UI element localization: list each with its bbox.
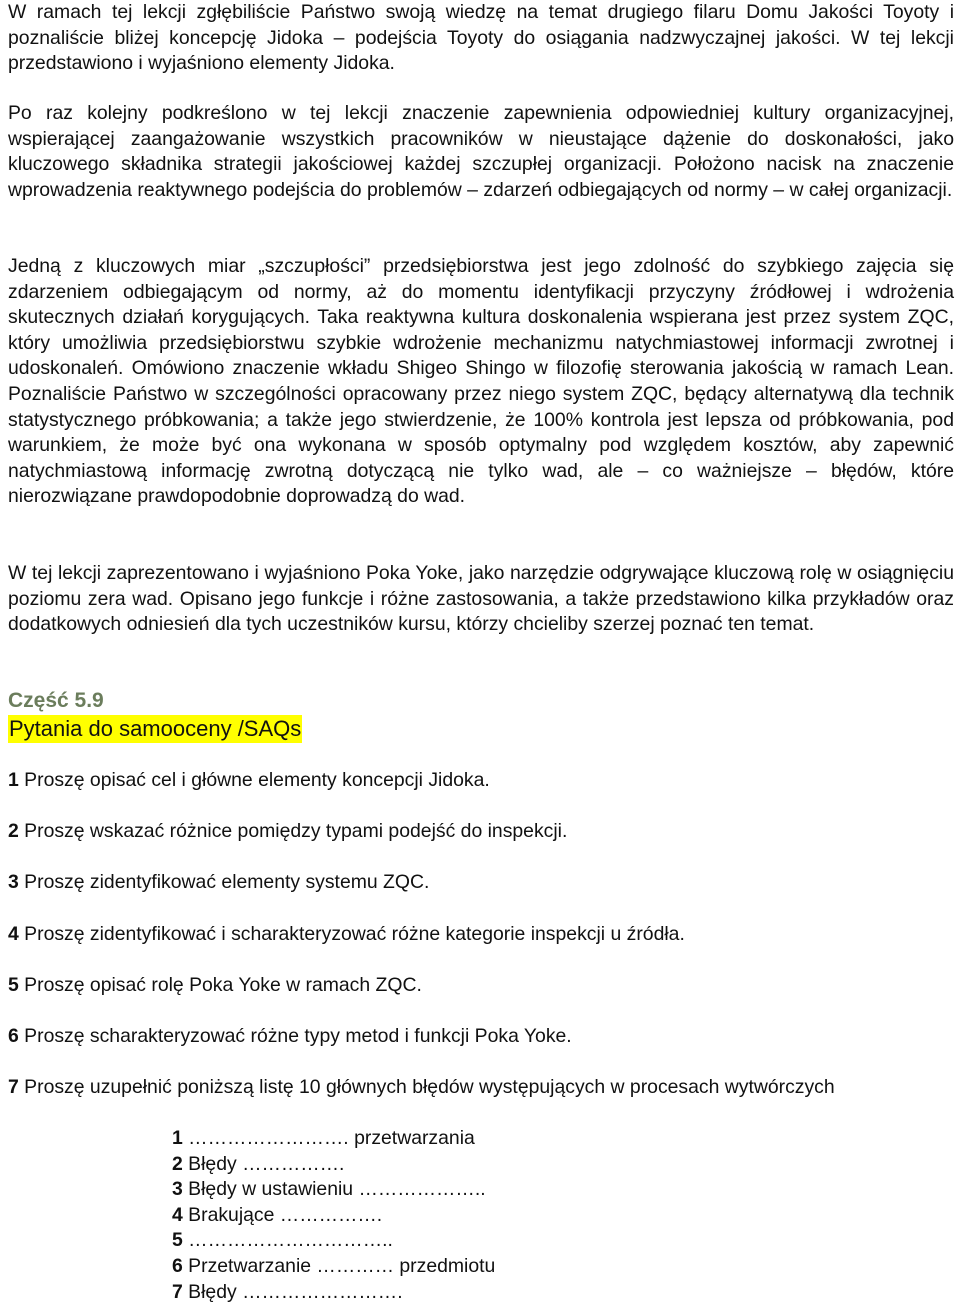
list-item (172, 1126, 495, 1152)
question-number: 5 (8, 974, 19, 996)
list-item (172, 1203, 495, 1229)
question-number: 4 (8, 923, 19, 945)
error-list (172, 1126, 495, 1305)
question-7 (8, 1075, 835, 1101)
list-item-number: 1 (172, 1127, 183, 1149)
question-text: Proszę zidentyfikować i scharakteryzować różne kategorie inspekcji u źródła. (18, 923, 685, 945)
list-item-text: Brakujące ……………. (182, 1203, 383, 1226)
list-item-number: 3 (172, 1178, 183, 1201)
question-1 (8, 768, 490, 794)
list-item-text: ……………………. przetwarzania (182, 1127, 475, 1149)
question-3 (8, 870, 429, 896)
list-item (172, 1228, 495, 1254)
question-6 (8, 1024, 572, 1050)
list-item-number: 6 (172, 1254, 183, 1277)
list-item-text: Błędy w ustawieniu ……………….. (182, 1178, 486, 1201)
question-number: 6 (8, 1025, 19, 1047)
list-item-text: Przetwarzanie ………… przedmiotu (182, 1254, 496, 1277)
question-text: Proszę uzupełnić poniższą listę 10 głównych błędów występujących w procesach wytwórczych (18, 1076, 835, 1098)
question-number: 1 (8, 769, 19, 791)
question-text: Proszę opisać cel i główne elementy koncepcji Jidoka. (18, 769, 490, 791)
list-item-text: Błędy ……………. (182, 1152, 345, 1175)
summary-paragraph-4: W tej lekcji zaprezentowano i wyjaśniono Poka Yoke, jako narzędzie odgrywające kluczową rolę w osiągnięciu poziomu zera wad. Opisano jego funkcje i różne zastosowania, a także przedstawiono kilka przykładów oraz dodatkowych odniesień dla tych uczestników kursu, którzy chcieliby szerzej poznać ten temat. (8, 562, 954, 636)
list-item-text: Błędy ……………………. (182, 1280, 403, 1303)
question-number: 2 (8, 820, 19, 842)
list-item-number: 5 (172, 1229, 183, 1252)
question-text: Proszę wskazać różnice pomiędzy typami podejść do inspekcji. (18, 820, 568, 842)
question-number: 3 (8, 871, 19, 893)
question-2 (8, 819, 567, 845)
question-5 (8, 973, 422, 999)
section-label: Część 5.9 (8, 689, 104, 712)
question-4 (8, 922, 685, 948)
list-item (172, 1152, 495, 1178)
question-number: 7 (8, 1076, 19, 1098)
list-item (172, 1177, 495, 1203)
question-text: Proszę opisać rolę Poka Yoke w ramach ZQC. (18, 974, 422, 996)
question-text: Proszę zidentyfikować elementy systemu ZQC. (18, 871, 430, 893)
section-title: Pytania do samooceny /SAQs (9, 716, 302, 741)
list-item-text: ………………………….. (182, 1229, 393, 1252)
list-item-number: 4 (172, 1203, 183, 1226)
list-item-number: 2 (172, 1152, 183, 1175)
summary-paragraph-2: Po raz kolejny podkreślono w tej lekcji znaczenie zapewnienia odpowiedniej kultury organizacyjnej, wspierającej zaangażowanie wszystkich pracowników w nieustające dążenie do doskonałości, jako kluczowego składnika strategii jakościowej każdej szczupłej organizacji. Położono nacisk na znaczenie wprowadzenia reaktywnego podejścia do problemów – zdarzeń odbiegających od normy – w całej organizacji. (8, 102, 954, 201)
list-item (172, 1280, 495, 1306)
list-item (172, 1254, 495, 1280)
question-text: Proszę scharakteryzować różne typy metod i funkcji Poka Yoke. (18, 1025, 572, 1047)
summary-paragraph-1: W ramach tej lekcji zgłębiliście Państwo swoją wiedzę na temat drugiego filaru Domu Jakości Toyoty i poznaliście bliżej koncepcję Jidoka – podejścia Toyoty do osiągania nadzwyczajnej jakości. W tej lekcji przedstawiono i wyjaśniono elementy Jidoka. (8, 1, 954, 75)
list-item-number: 7 (172, 1280, 183, 1303)
summary-paragraph-3: Jedną z kluczowych miar „szczupłości” przedsiębiorstwa jest jego zdolność do szybkiego zajęcia się zdarzeniem odbiegającym od normy, aż do momentu identyfikacji przyczyny źródłowej i wdrożenia skutecznych działań korygujących. Taka reaktywna kultura doskonalenia wspierana jest przez system ZQC, który umożliwia przedsiębiorstwu szybkie wdrożenie mechanizmu natychmiastowej informacji zwrotnej i udoskonaleń. Omówiono znaczenie wkładu Shigeo Shingo w filozofię sterowania jakością w ramach Lean. Poznaliście Państwo w szczególności opracowany przez niego system ZQC, będący alternatywą dla technik statystycznego próbkowania; a także jego stwierdzenie, że 100% kontrola jest lepsza od próbkowania, pod warunkiem, że może być ona wykonana w sposób optymalny pod względem kosztów, aby zapewnić natychmiastową informację zwrotną dotyczącą nie tylko wad, ale – co ważniejsze – błędów, które nierozwiązane prawdopodobnie doprowadzą do wad. (8, 255, 954, 508)
